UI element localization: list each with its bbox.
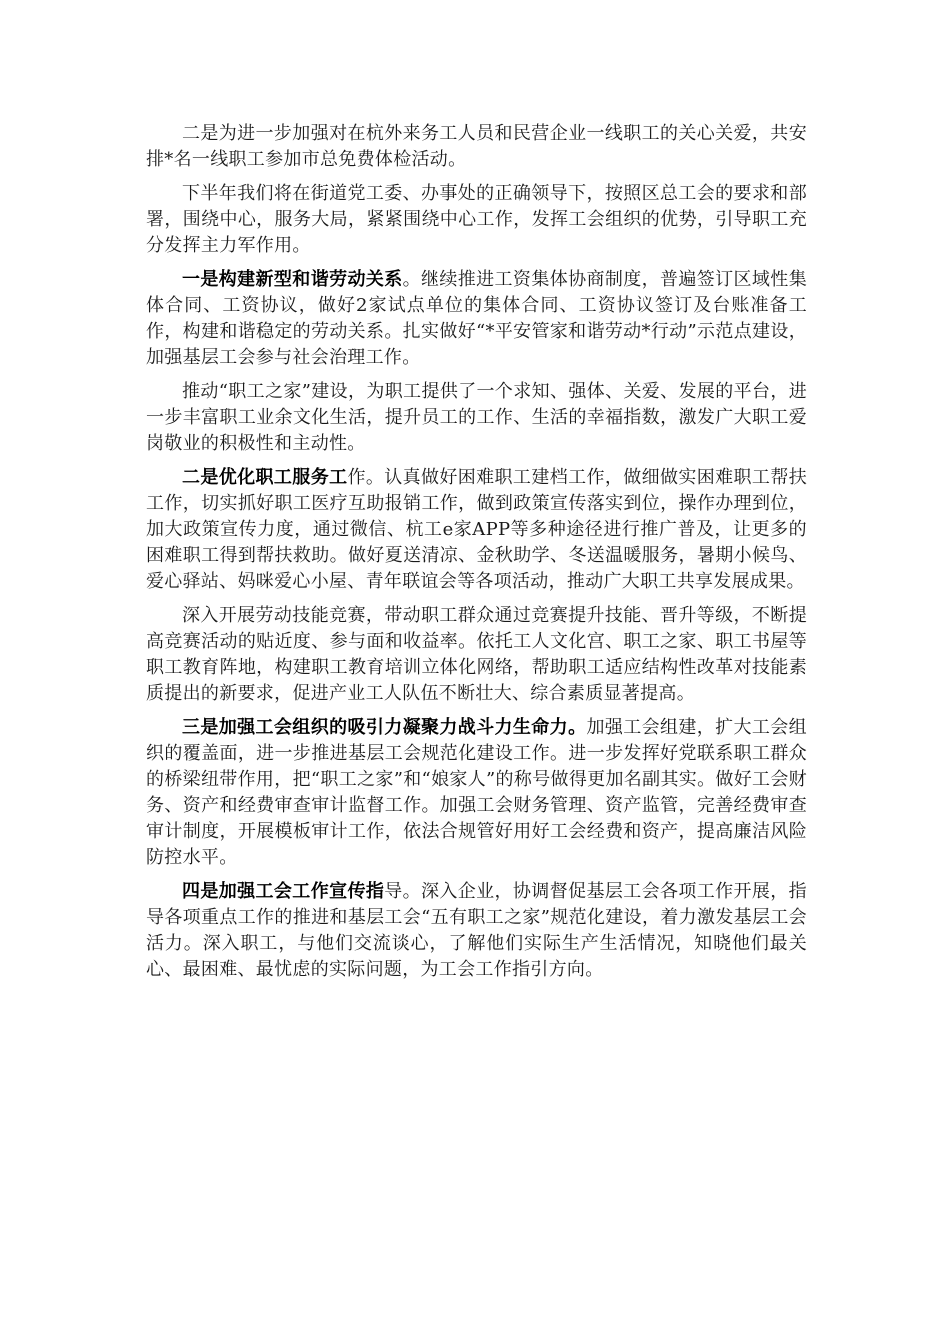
paragraph-2 bbox=[146, 181, 807, 259]
paragraph-5-lead: 二是优化职工服务工 bbox=[182, 467, 348, 488]
paragraph-7-lead: 三是加强工会组织的吸引力凝聚力战斗力生命力。 bbox=[182, 717, 587, 738]
paragraph-7 bbox=[146, 715, 807, 871]
document-body bbox=[146, 121, 807, 991]
paragraph-7-text: 加强工会组建，扩大工会组织的覆盖面，进一步推进基层工会规范化建设工作。进一步发挥好党联系职工群众的桥梁纽带作用，把“职工之家”和“娘家人”的称号做得更加名副其实。做好工会财务、资产和经费审查审计监督工作。加强工会财务管理、资产监管，完善经费审查审计制度，开展模板审计工作，依法合规管好用好工会经费和资产，提高廉洁风险防控水平。 bbox=[146, 717, 807, 868]
paragraph-6-text: 深入开展劳动技能竞赛，带动职工群众通过竞赛提升技能、晋升等级，不断提高竞赛活动的贴近度、参与面和收益率。依托工人文化宫、职工之家、职工书屋等职工教育阵地，构建职工教育培训立体化网络，帮助职工适应结构性改革对技能素质提出的新要求，促进产业工人队伍不断壮大、综合素质显著提高。 bbox=[146, 605, 807, 704]
paragraph-6 bbox=[146, 603, 807, 707]
paragraph-1 bbox=[146, 121, 807, 173]
paragraph-5-text: 作。认真做好困难职工建档工作，做细做实困难职工帮扶工作，切实抓好职工医疗互助报销工作，做到政策宣传落实到位，操作办理到位，加大政策宣传力度，通过微信、杭工e家APP等多种途径进行推广普及，让更多的困难职工得到帮扶救助。做好夏送清凉、金秋助学、冬送温暖服务，暑期小候鸟、爱心驿站、妈咪爱心小屋、青年联谊会等各项活动，推动广大职工共享发展成果。 bbox=[146, 467, 807, 592]
paragraph-4-text: 推动“职工之家”建设，为职工提供了一个求知、强体、关爱、发展的平台，进一步丰富职工业余文化生活，提升员工的工作、生活的幸福指数，激发广大职工爱岗敬业的积极性和主动性。 bbox=[146, 381, 807, 454]
paragraph-4 bbox=[146, 379, 807, 457]
paragraph-8-lead: 四是加强工会工作宣传指 bbox=[182, 881, 385, 902]
paragraph-3-text: 。继续推进工资集体协商制度，普遍签订区域性集体合同、工资协议，做好2家试点单位的集体合同、工资协议签订及台账准备工作，构建和谐稳定的劳动关系。扎实做好“*平安管家和谐劳动*行动”示范点建设，加强基层工会参与社会治理工作。 bbox=[146, 269, 807, 368]
paragraph-1-text: 二是为进一步加强对在杭外来务工人员和民营企业一线职工的关心关爱，共安排*名一线职工参加市总免费体检活动。 bbox=[146, 123, 807, 170]
paragraph-3-lead: 一是构建新型和谐劳动关系 bbox=[182, 269, 403, 290]
paragraph-8-text: 导。深入企业，协调督促基层工会各项工作开展，指导各项重点工作的推进和基层工会“五有职工之家”规范化建设，着力激发基层工会活力。深入职工，与他们交流谈心，了解他们实际生产生活情况，知晓他们最关心、最困难、最忧虑的实际问题，为工会工作指引方向。 bbox=[146, 881, 807, 980]
paragraph-5 bbox=[146, 465, 807, 595]
paragraph-8 bbox=[146, 879, 807, 983]
paragraph-2-text: 下半年我们将在街道党工委、办事处的正确领导下，按照区总工会的要求和部署，围绕中心，服务大局，紧紧围绕中心工作，发挥工会组织的优势，引导职工充分发挥主力军作用。 bbox=[146, 183, 807, 256]
paragraph-3 bbox=[146, 267, 807, 371]
